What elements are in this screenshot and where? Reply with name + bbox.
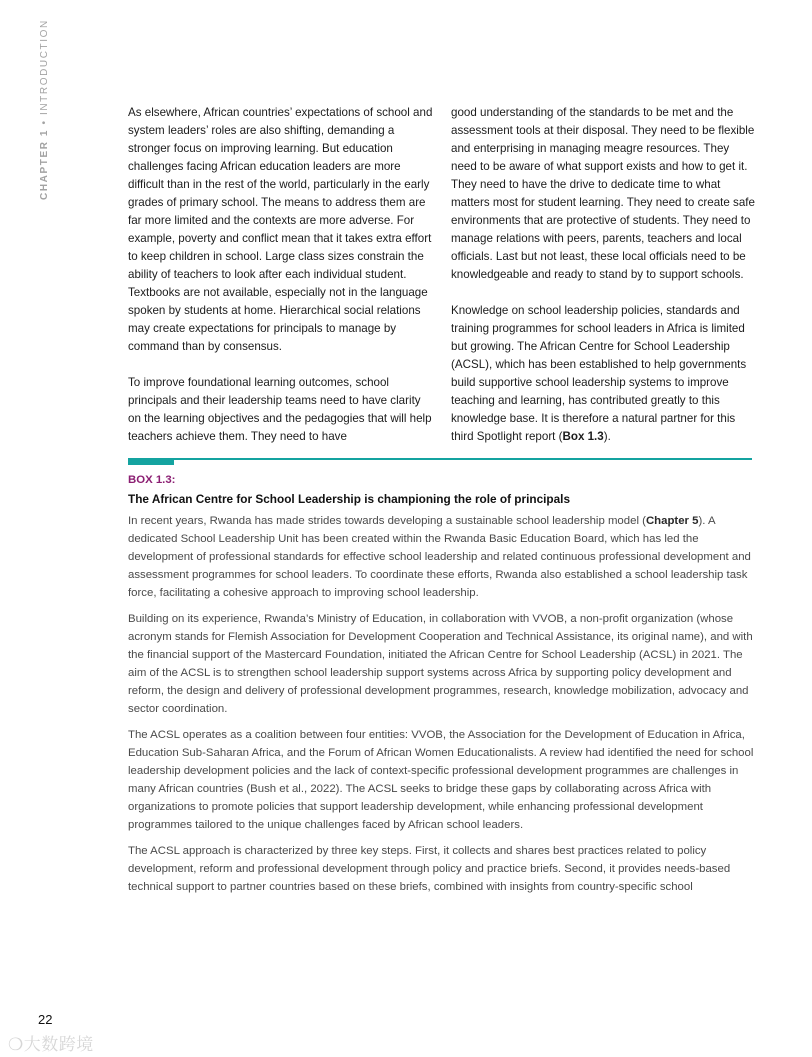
watermark-icon: ❍ — [8, 1035, 24, 1055]
chapter-number: CHAPTER 1 — [39, 128, 50, 200]
right-paragraph-2: Knowledge on school leadership policies, standards and training programmes for school leaders in Africa is limited but growing. The African Centre for School Leadership (ACSL), which has been established to help governments build supportive school leadership systems to improve teaching and learning, has contributed greatly to this knowledge base. It is therefore a natural partner for this third Spotlight report (Box 1.3). — [451, 304, 747, 443]
box-divider-line — [128, 458, 752, 460]
box-paragraph-3: The ACSL operates as a coalition between four entities: VVOB, the Association for the Development of Education in Africa, Education Sub-Saharan Africa, and the Forum of African Women Educationalists. A review had identified the need for school leadership development policies and the lack of context-specific professional development programmes are challenges in many African countries (Bush et al., 2022). The ACSL seeks to bridge these gaps by collaborating across Africa with organizations to promote policies that support leadership development, while enhancing professional development programmes tailored to the unique challenges faced by African school leaders. — [128, 729, 754, 831]
page-number: 22 — [38, 1012, 53, 1027]
right-column — [451, 104, 755, 446]
right-paragraph-1: good understanding of the standards to be met and the assessment tools at their disposal. They need to be flexible and enterprising in managing meagre resources. They need to be aware of what support exists and how to get it. They need to have the drive to dedicate time to what matters most for student learning. They need to create safe environments that are protective of students. They need to manage relations with peers, parents, teachers and local officials. Last but not least, these local officials need to be knowledgeable and ready to stand by to support schools. — [451, 106, 755, 281]
left-paragraph-1: As elsewhere, African countries’ expectations of school and system leaders’ roles are also shifting, demanding a stronger focus on improving learning. But education challenges facing African education leaders are more difficult than in the rest of the world, particularly in the early grades of primary school. The means to address them are far more limited and the contexts are more adverse. For example, poverty and conflict mean that it takes extra effort to keep children in school. Large class sizes constrain the ability of teachers to look after each individual student. Textbooks are not available, especially not in the language spoken by students at home. Hierarchical social relations may create expectations for principals to manage by command than by consensus. — [128, 106, 433, 353]
watermark-logo — [8, 1030, 94, 1055]
chapter-side-label — [39, 19, 53, 200]
box-paragraph-4: The ACSL approach is characterized by three key steps. First, it collects and shares best practices related to policy development, reform and professional development through policy and practice briefs. Second, it provides needs-based technical support to partner countries based on these briefs, combined with insights from country-specific school — [128, 845, 731, 893]
box-paragraph-1: In recent years, Rwanda has made strides towards developing a sustainable school leadership model (Chapter 5). A dedicated School Leadership Unit has been created within the Rwanda Basic Education Board, which has led the development of professional standards for effective school leadership and related continuous professional development and assessment programmes for school leaders. To coordinate these efforts, Rwanda also established a school leadership task force, facilitating a cohesive approach to improving school leadership. — [128, 515, 751, 599]
chapter-reference-link[interactable]: Chapter 5 — [645, 515, 699, 527]
box-accent-bar — [128, 460, 174, 465]
chapter-separator: • — [39, 119, 50, 125]
watermark-text: 大数跨境 — [23, 1035, 94, 1055]
box-title: The African Centre for School Leadership is championing the role of principals — [128, 492, 571, 506]
box-label: BOX 1.3: — [128, 474, 176, 486]
box-paragraph-2: Building on its experience, Rwanda’s Ministry of Education, in collaboration with VVOB, a non-profit organization (whose acronym stands for Flemish Association for Development Cooperation and Technical Assistance, its original name), and with the financial support of the Mastercard Foundation, initiated the African Centre for School Leadership (ACSL) in 2021. The aim of the ACSL is to strengthen school leadership support systems across Africa by supporting policy development and reform, the design and delivery of professional development programmes, research, knowledge mobilization, advocacy and sector coordination. — [128, 613, 753, 715]
box-body — [128, 512, 754, 904]
left-paragraph-2: To improve foundational learning outcomes, school principals and their leadership teams need to have clarity on the learning objectives and the pedagogies that will help teachers achieve them. They need to have — [128, 376, 432, 443]
box-reference-link[interactable]: Box 1.3 — [562, 430, 604, 443]
left-column — [128, 104, 434, 446]
chapter-section-title: INTRODUCTION — [39, 19, 50, 116]
